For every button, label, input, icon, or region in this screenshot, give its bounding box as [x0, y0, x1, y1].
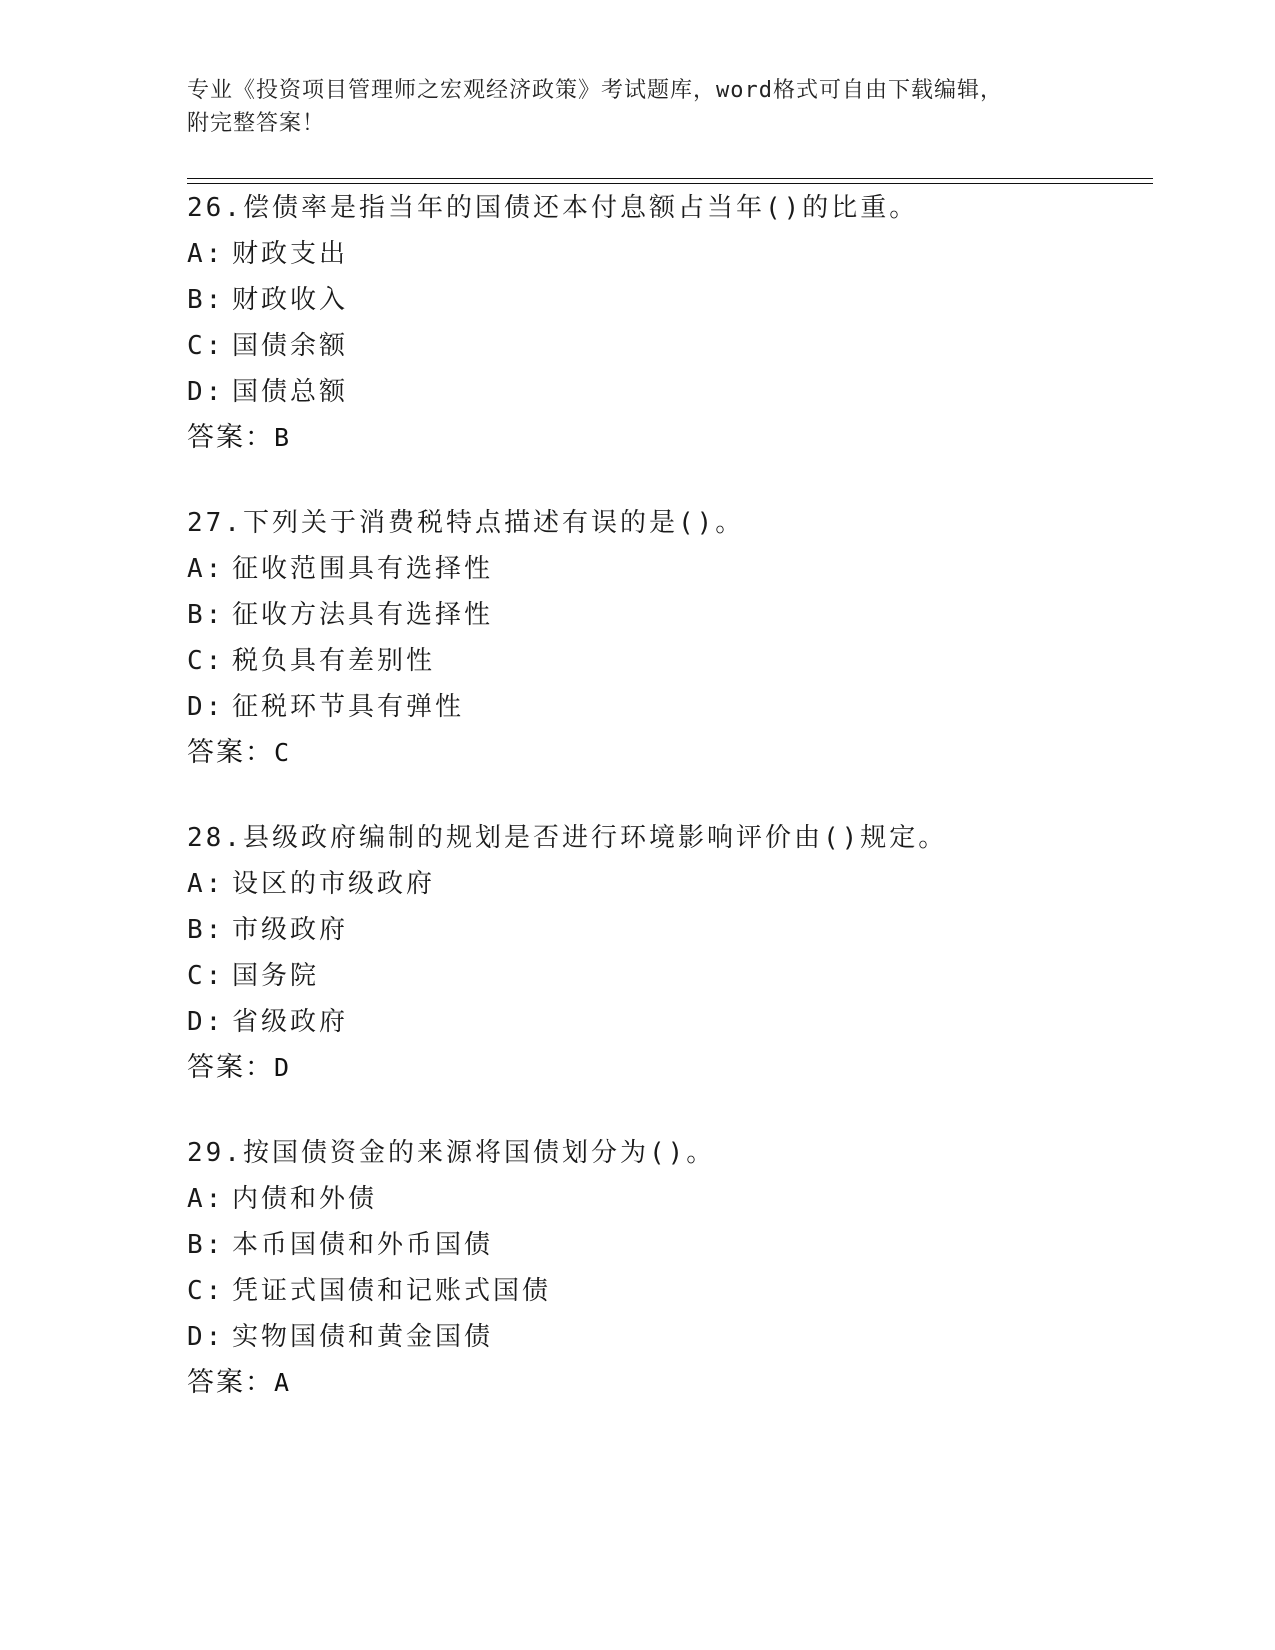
option-text: 国债余额 — [232, 331, 349, 361]
option-letter: C: — [187, 961, 225, 991]
question-29 — [187, 1130, 1147, 1406]
option-letter: D: — [187, 692, 225, 722]
option-letter: B: — [187, 600, 225, 630]
option-b — [187, 1222, 1147, 1268]
question-26 — [187, 185, 1147, 461]
header-line-1: 专业《投资项目管理师之宏观经济政策》考试题库，word格式可自由下载编辑， — [187, 78, 1003, 103]
option-letter: B: — [187, 1230, 225, 1260]
question-27 — [187, 500, 1147, 776]
option-text: 征收方法具有选择性 — [232, 600, 494, 630]
option-c — [187, 953, 1147, 999]
option-text: 设区的市级政府 — [232, 869, 436, 899]
option-text: 市级政府 — [232, 915, 349, 945]
question-28 — [187, 815, 1147, 1091]
option-text: 实物国债和黄金国债 — [232, 1322, 494, 1352]
option-letter: D: — [187, 377, 225, 407]
question-stem: 27.下列关于消费税特点描述有误的是()。 — [187, 508, 745, 538]
answer-line — [187, 1360, 1147, 1406]
option-a — [187, 231, 1147, 277]
option-text: 省级政府 — [232, 1007, 349, 1037]
option-c — [187, 1268, 1147, 1314]
option-text: 财政支出 — [232, 239, 349, 269]
answer-value: C — [274, 738, 292, 767]
option-d — [187, 369, 1147, 415]
option-letter: A: — [187, 869, 225, 899]
answer-label: 答案： — [187, 1052, 274, 1083]
option-c — [187, 323, 1147, 369]
option-letter: A: — [187, 554, 225, 584]
option-d — [187, 1314, 1147, 1360]
option-letter: C: — [187, 1276, 225, 1306]
document-header — [187, 74, 1087, 140]
option-letter: A: — [187, 1184, 225, 1214]
answer-value: D — [274, 1053, 292, 1082]
header-divider-top — [187, 178, 1153, 179]
option-c — [187, 638, 1147, 684]
answer-label: 答案： — [187, 737, 274, 768]
header-line-2: 附完整答案！ — [187, 111, 326, 136]
option-text: 征收范围具有选择性 — [232, 554, 494, 584]
option-b — [187, 907, 1147, 953]
option-letter: D: — [187, 1322, 225, 1352]
option-text: 内债和外债 — [232, 1184, 378, 1214]
question-stem: 29.按国债资金的来源将国债划分为()。 — [187, 1138, 716, 1168]
option-text: 税负具有差别性 — [232, 646, 436, 676]
option-a — [187, 546, 1147, 592]
option-letter: B: — [187, 285, 225, 315]
question-stem: 26.偿债率是指当年的国债还本付息额占当年()的比重。 — [187, 193, 919, 223]
question-stem: 28.县级政府编制的规划是否进行环境影响评价由()规定。 — [187, 823, 948, 853]
option-text: 征税环节具有弹性 — [232, 692, 465, 722]
option-text: 国务院 — [232, 961, 320, 991]
option-letter: C: — [187, 646, 225, 676]
option-letter: D: — [187, 1007, 225, 1037]
answer-value: A — [274, 1368, 292, 1397]
option-letter: C: — [187, 331, 225, 361]
option-a — [187, 1176, 1147, 1222]
answer-line — [187, 1045, 1147, 1091]
option-letter: B: — [187, 915, 225, 945]
option-text: 财政收入 — [232, 285, 349, 315]
answer-line — [187, 730, 1147, 776]
answer-label: 答案： — [187, 422, 274, 453]
answer-line — [187, 415, 1147, 461]
option-d — [187, 684, 1147, 730]
option-d — [187, 999, 1147, 1045]
option-b — [187, 277, 1147, 323]
answer-label: 答案： — [187, 1367, 274, 1398]
option-b — [187, 592, 1147, 638]
option-letter: A: — [187, 239, 225, 269]
option-text: 凭证式国债和记账式国债 — [232, 1276, 552, 1306]
option-text: 国债总额 — [232, 377, 349, 407]
option-a — [187, 861, 1147, 907]
answer-value: B — [274, 423, 292, 452]
header-divider-bottom — [187, 183, 1153, 184]
option-text: 本币国债和外币国债 — [232, 1230, 494, 1260]
